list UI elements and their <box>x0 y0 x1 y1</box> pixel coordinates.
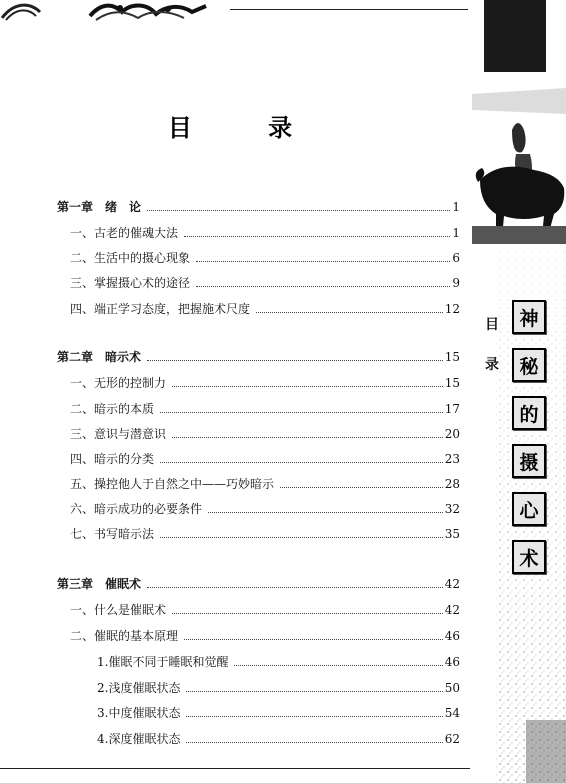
toc-page-number: 54 <box>444 706 460 720</box>
footer-rule <box>0 768 470 769</box>
toc-entry-label: 六、暗示成功的必要条件 <box>70 502 203 516</box>
toc-page-number: 32 <box>444 502 460 516</box>
toc-page-number: 15 <box>444 350 460 364</box>
corner-dark-block <box>484 0 546 72</box>
toc-leader-dots <box>186 716 442 717</box>
book-title-char: 摄 <box>512 444 546 478</box>
toc-leader-dots <box>172 386 443 387</box>
toc-entry-label: 二、催眠的基本原理 <box>70 629 179 643</box>
toc-entry-row[interactable] <box>97 731 460 747</box>
toc-entry-label: 五、操控他人于自然之中——巧妙暗示 <box>70 477 275 491</box>
toc-entry-row[interactable] <box>70 301 460 317</box>
toc-entry-row[interactable] <box>70 476 460 492</box>
toc-entry-label: 第一章 绪 论 <box>57 200 142 214</box>
toc-leader-dots <box>147 210 450 211</box>
toc-page-number: 35 <box>444 527 460 541</box>
toc-page-number: 28 <box>444 477 460 491</box>
toc-entry-row[interactable] <box>70 526 460 542</box>
toc-entry-label: 四、暗示的分类 <box>70 452 155 466</box>
toc-entry-label: 3.中度催眠状态 <box>97 706 181 720</box>
book-title-char: 的 <box>512 396 546 430</box>
toc-leader-dots <box>160 412 443 413</box>
toc-entry-row[interactable] <box>70 451 460 467</box>
toc-entry-label: 一、什么是催眠术 <box>70 603 167 617</box>
toc-entry-label: 1.催眠不同于睡眠和觉醒 <box>97 655 229 669</box>
toc-entry-label: 2.浅度催眠状态 <box>97 681 181 695</box>
toc-entry-label: 一、无形的控制力 <box>70 376 167 390</box>
toc-page-number: 17 <box>444 402 460 416</box>
toc-page-number: 1 <box>452 200 460 214</box>
toc-entry-label: 第二章 暗示术 <box>57 350 142 364</box>
toc-page-number: 1 <box>452 226 460 240</box>
toc-chapter-row[interactable] <box>57 576 460 592</box>
toc-leader-dots <box>184 639 443 640</box>
toc-leader-dots <box>196 261 450 262</box>
toc-entry-label: 一、古老的催魂大法 <box>70 226 179 240</box>
page-title: 目 录 <box>167 114 327 142</box>
toc-page-number: 62 <box>444 732 460 746</box>
toc-entry-row[interactable] <box>70 375 460 391</box>
toc-page-number: 42 <box>444 603 460 617</box>
toc-page-number: 23 <box>444 452 460 466</box>
sidebar-label-char: 录 <box>485 357 499 373</box>
toc-entry-row[interactable] <box>70 401 460 417</box>
book-title-char: 神 <box>512 300 546 334</box>
toc-leader-dots <box>147 587 443 588</box>
toc-leader-dots <box>208 512 443 513</box>
toc-entry-label: 4.深度催眠状态 <box>97 732 181 746</box>
toc-entry-row[interactable] <box>70 602 460 618</box>
toc-entry-label: 二、暗示的本质 <box>70 402 155 416</box>
toc-entry-row[interactable] <box>70 628 460 644</box>
toc-entry-label: 七、书写暗示法 <box>70 527 155 541</box>
toc-leader-dots <box>186 691 442 692</box>
toc-page-number: 20 <box>444 427 460 441</box>
toc-entry-row[interactable] <box>97 654 460 670</box>
sidebar-contents-label <box>484 305 500 385</box>
toc-leader-dots <box>186 742 442 743</box>
toc-page-number: 42 <box>444 577 460 591</box>
toc-leader-dots <box>147 360 443 361</box>
toc-leader-dots <box>256 312 443 313</box>
toc-page-number: 46 <box>444 629 460 643</box>
toc-page-number: 6 <box>452 251 460 265</box>
toc-chapter-row[interactable] <box>57 349 460 365</box>
book-title-char: 术 <box>512 540 546 574</box>
toc-leader-dots <box>160 537 443 538</box>
toc-entry-label: 三、掌握摄心术的途径 <box>70 276 191 290</box>
toc-entry-label: 第三章 催眠术 <box>57 577 142 591</box>
toc-entry-row[interactable] <box>70 250 460 266</box>
toc-entry-row[interactable] <box>70 275 460 291</box>
toc-page-number: 9 <box>452 276 460 290</box>
sidebar-label-char: 目 <box>485 317 499 333</box>
toc-leader-dots <box>160 462 443 463</box>
book-title-char: 秘 <box>512 348 546 382</box>
book-title-char: 心 <box>512 492 546 526</box>
toc-leader-dots <box>172 437 443 438</box>
toc-entry-label: 四、端正学习态度，把握施术尺度 <box>70 302 251 316</box>
toc-entry-row[interactable] <box>70 225 460 241</box>
toc-leader-dots <box>234 665 442 666</box>
toc-entry-label: 三、意识与潜意识 <box>70 427 167 441</box>
toc-page-number: 46 <box>444 655 460 669</box>
toc-page-number: 15 <box>444 376 460 390</box>
toc-leader-dots <box>184 236 450 237</box>
ox-rider-illustration <box>472 84 566 244</box>
toc-entry-row[interactable] <box>70 426 460 442</box>
toc-entry-row[interactable] <box>70 501 460 517</box>
toc-entry-label: 二、生活中的摄心现象 <box>70 251 191 265</box>
toc-page-number: 12 <box>444 302 460 316</box>
sidebar-book-title <box>508 300 548 588</box>
toc-chapter-row[interactable] <box>57 199 460 215</box>
toc-leader-dots <box>196 286 450 287</box>
toc-leader-dots <box>172 613 443 614</box>
toc-entry-row[interactable] <box>97 705 460 721</box>
toc-entry-row[interactable] <box>97 680 460 696</box>
toc-page-number: 50 <box>444 681 460 695</box>
toc-leader-dots <box>280 487 443 488</box>
